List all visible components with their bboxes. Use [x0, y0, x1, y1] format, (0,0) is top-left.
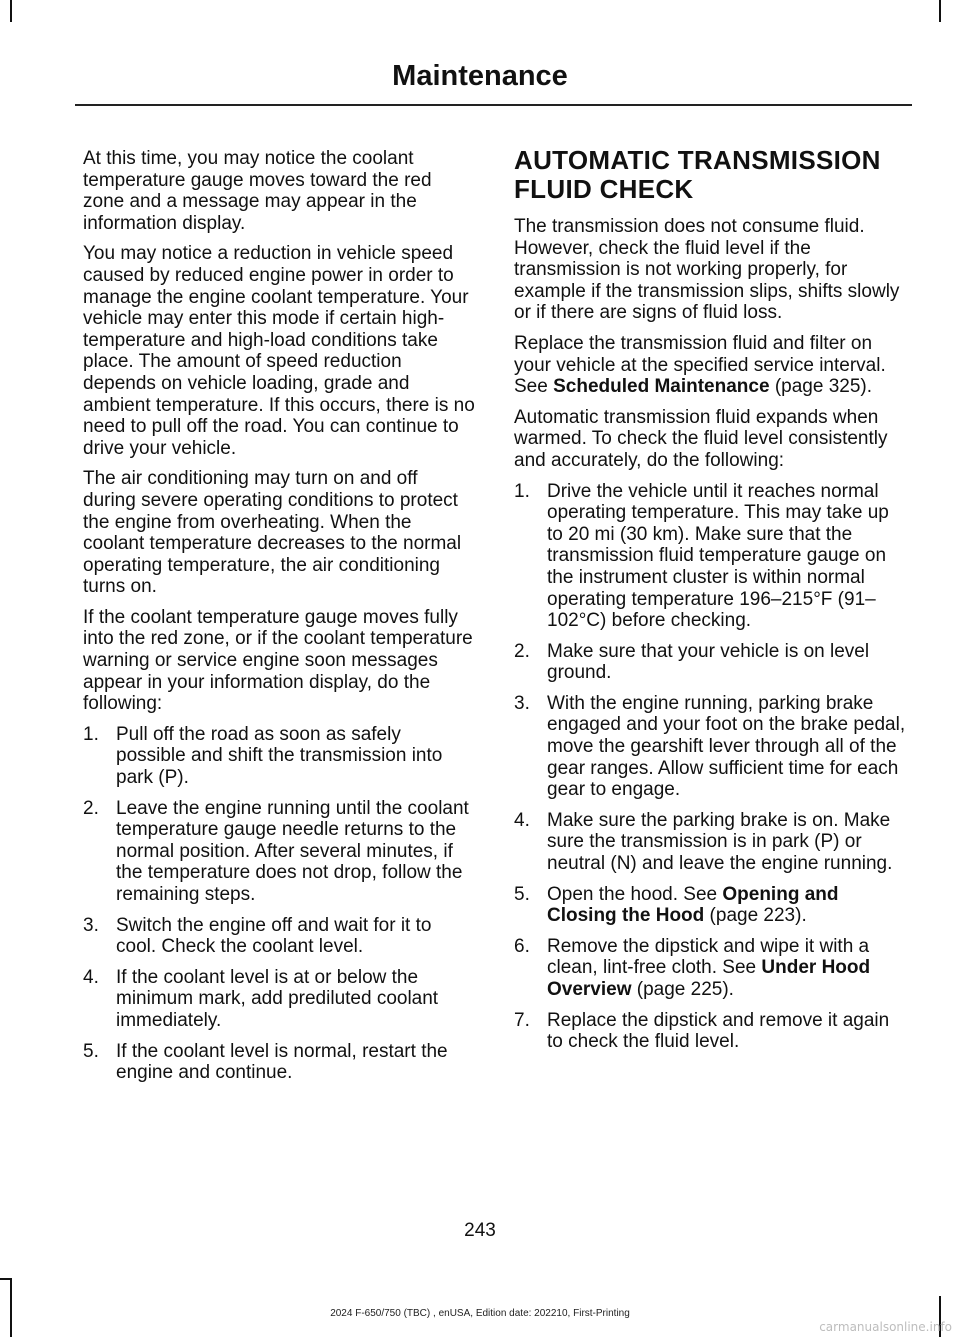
watermark: carmanualsonline.info: [819, 1320, 952, 1334]
crop-mark: [939, 0, 941, 22]
page-reference: (page 223).: [704, 905, 807, 927]
right-column: [514, 146, 906, 1062]
paragraph: The transmission does not consume fluid. However, check the fluid level if the transmission is not working properly, for example if the transmission slips, shifts slowly or if there are signs of fluid loss.: [514, 216, 900, 324]
list-item: [83, 798, 475, 906]
fluid-check-steps-list: [514, 481, 906, 1053]
paragraph-text: Replace the transmission fluid and filter on your vehicle at the specified service interval. See: [514, 332, 886, 398]
paragraph: You may notice a reduction in vehicle speed caused by reduced engine power in order to manage the engine coolant temperature. Your vehicle may enter this mode if certain high-temperature and high-load conditions take place. The amount of speed reduction depends on vehicle loading, grade and ambient temperature. If this occurs, there is no need to pull off the road. You can continue to drive your vehicle.: [83, 243, 475, 459]
step-number: 2.: [83, 797, 99, 819]
list-item: [514, 641, 906, 684]
step-number: 2.: [514, 640, 530, 662]
step-text: Switch the engine off and wait for it to cool. Check the coolant level.: [116, 914, 432, 958]
step-text: Pull off the road as soon as safely possible and shift the transmission into park (P).: [116, 723, 443, 789]
step-text: Leave the engine running until the coolant temperature gauge needle returns to the normal position. After several minutes, if the temperature does not drop, follow the remaining steps.: [116, 797, 469, 905]
cross-reference-link[interactable]: Scheduled Maintenance: [553, 376, 770, 398]
page-number: 243: [464, 1220, 496, 1241]
list-item: [514, 884, 906, 927]
crop-mark: [10, 0, 12, 22]
left-column: [83, 148, 475, 1093]
paragraph: At this time, you may notice the coolant temperature gauge moves toward the red zone and a message may appear in the information display.: [83, 148, 432, 234]
list-item: [83, 967, 475, 1032]
page-reference: (page 225).: [631, 979, 734, 1000]
step-text: Drive the vehicle until it reaches normal operating temperature. This may take up to 20 mi (30 km). Make sure that the transmission fluid temperature gauge on the instrument cluster is within normal operating temperature 196–215°F (91–102°C) before checking.: [547, 480, 889, 632]
list-item: [83, 915, 475, 958]
list-item: [514, 810, 906, 875]
heading-line: AUTOMATIC TRANSMISSION: [514, 145, 881, 175]
list-item: [83, 724, 475, 789]
heading-line: FLUID CHECK: [514, 174, 694, 204]
coolant-steps-list: [83, 724, 475, 1084]
footer-edition-info: 2024 F-650/750 (TBC) , enUSA, Edition date: 202210, First-Printing: [330, 1308, 630, 1319]
step-number: 1.: [514, 480, 530, 502]
step-number: 1.: [83, 723, 99, 745]
paragraph: [514, 333, 906, 398]
step-text: Make sure the parking brake is on. Make sure the transmission is in park (P) or neutral (N) and leave the engine running.: [547, 809, 893, 875]
step-text: With the engine running, parking brake engaged and your foot on the brake pedal, move the gearshift lever through all of the gear ranges. Allow sufficient time for each gear to engage.: [547, 692, 906, 801]
step-number: 7.: [514, 1009, 530, 1031]
step-number: 6.: [514, 935, 530, 957]
step-number: 4.: [83, 966, 99, 988]
step-text: If the coolant level is at or below the minimum mark, add prediluted coolant immediately.: [116, 966, 439, 1031]
crop-mark: [0, 1278, 12, 1280]
step-text: Open the hood. See: [547, 883, 723, 905]
step-text: If the coolant level is normal, restart the engine and continue.: [116, 1040, 448, 1084]
paragraph: Automatic transmission fluid expands when warmed. To check the fluid level consistently and accurately, do the following:: [514, 406, 888, 471]
header-divider: [75, 104, 912, 106]
step-text: Make sure that your vehicle is on level ground.: [547, 640, 870, 684]
list-item: [514, 693, 906, 801]
step-text: Remove the dipstick and wipe it with a clean, lint-free cloth. See: [547, 935, 870, 979]
paragraph: The air conditioning may turn on and off during severe operating conditions to protect the engine from overheating. When the coolant temperature decreases to the normal operating temperature, the air conditioning turns on.: [83, 468, 462, 598]
list-item: [514, 1010, 906, 1053]
step-number: 5.: [514, 883, 530, 905]
page-reference: (page 325).: [769, 376, 873, 398]
section-heading: [514, 146, 906, 204]
list-item: [83, 1041, 475, 1084]
list-item: [514, 481, 906, 632]
list-item: [514, 936, 906, 1001]
cross-reference-link[interactable]: Opening and Closing the Hood: [547, 883, 839, 927]
paragraph: If the coolant temperature gauge moves fully into the red zone, or if the coolant temperature warning or service engine soon messages appear in your information display, do the following:: [83, 606, 473, 715]
step-text: Replace the dipstick and remove it again to check the fluid level.: [547, 1009, 890, 1053]
page-title: Maintenance: [392, 60, 568, 92]
step-number: 4.: [514, 809, 530, 831]
cross-reference-link[interactable]: Under Hood Overview: [547, 957, 871, 1000]
step-number: 3.: [83, 914, 99, 936]
step-number: 5.: [83, 1040, 99, 1062]
step-number: 3.: [514, 692, 530, 714]
